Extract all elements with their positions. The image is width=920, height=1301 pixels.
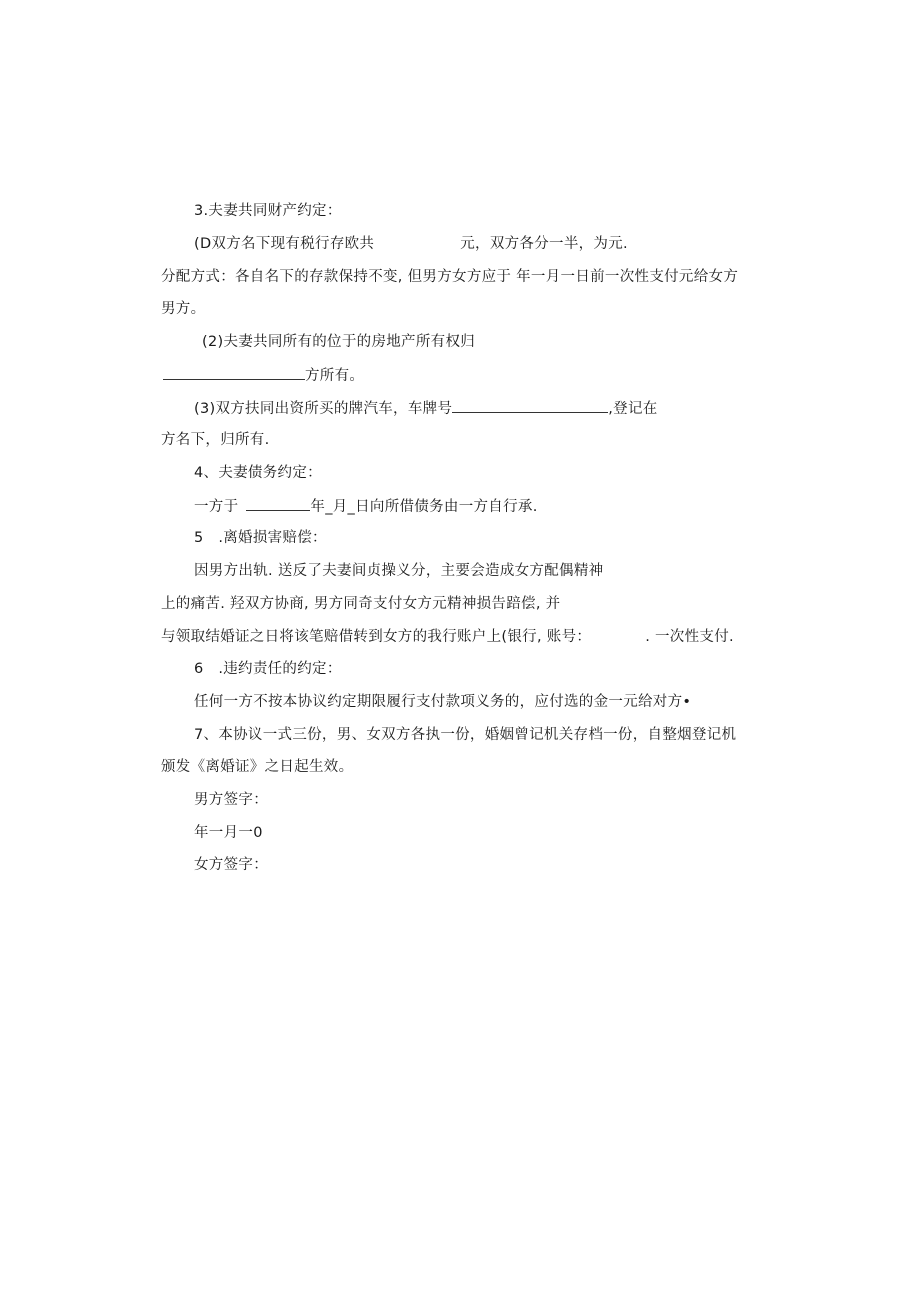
- section-7: 7、本协议一式三份，男、女双方各执一份，婚姻曾记机关存档一份，自整烟登记机: [194, 727, 737, 743]
- clause-5-3: 与领取结婚证之日将该笔赔借转到女方的我行账户上(银行, 账号： . 一次性支付.: [161, 629, 734, 645]
- clause-4-1: 一方于 年_月_日向所借债务由一方自行承.: [194, 496, 538, 517]
- clause-5-2: 上的痛苦. 羟双方协商, 男方同奇支付女方元精神损告踣偿, 并: [161, 596, 561, 612]
- clause-3-1: (D双方名下现有税行存欧共 元，双方各分一半，为元.: [194, 236, 628, 252]
- signature-date: 年一月一0: [194, 825, 263, 841]
- clause-6-1: 任何一方不按本协议约定期限履行支付款项义务的，应付选的金一元给对方•: [194, 694, 692, 710]
- section-5-heading: 5 .离婚损害赔偿：: [194, 530, 327, 546]
- section-6-heading: 6 .违约责任的约定：: [194, 661, 342, 677]
- clause-5-1: 因男方出轨. 送反了夫妻间贞操义分，主要会造成女方配偶精神: [194, 563, 604, 579]
- blank-line: [452, 398, 608, 413]
- clause-3-2-cont: 方所有。: [163, 365, 364, 386]
- clause-3-3: (3)双方扶同出资所买的牌汽车，车牌号 ,登记在: [194, 398, 658, 419]
- clause-3-3-cont: 方名下，归所有.: [161, 432, 270, 448]
- section-7-cont: 颁发《离婚证》之日起生效。: [161, 759, 354, 775]
- blank-line: [163, 365, 305, 380]
- section-4-heading: 4、夫妻债务约定：: [194, 465, 322, 481]
- distribution-method-cont: 男方。: [161, 301, 206, 317]
- blank-line: [246, 496, 310, 511]
- distribution-method: 分配方式：各自名下的存款保持不变, 但男方女方应于 年一月一日前一次性支付元给女方: [161, 269, 739, 285]
- clause-3-2: (2)夫妻共同所有的位于的房地产所有权归: [202, 334, 476, 350]
- female-signature-label: 女方签字：: [194, 857, 268, 873]
- male-signature-label: 男方签字：: [194, 792, 268, 808]
- section-3-heading: 3.夫妻共同财产约定：: [194, 203, 342, 219]
